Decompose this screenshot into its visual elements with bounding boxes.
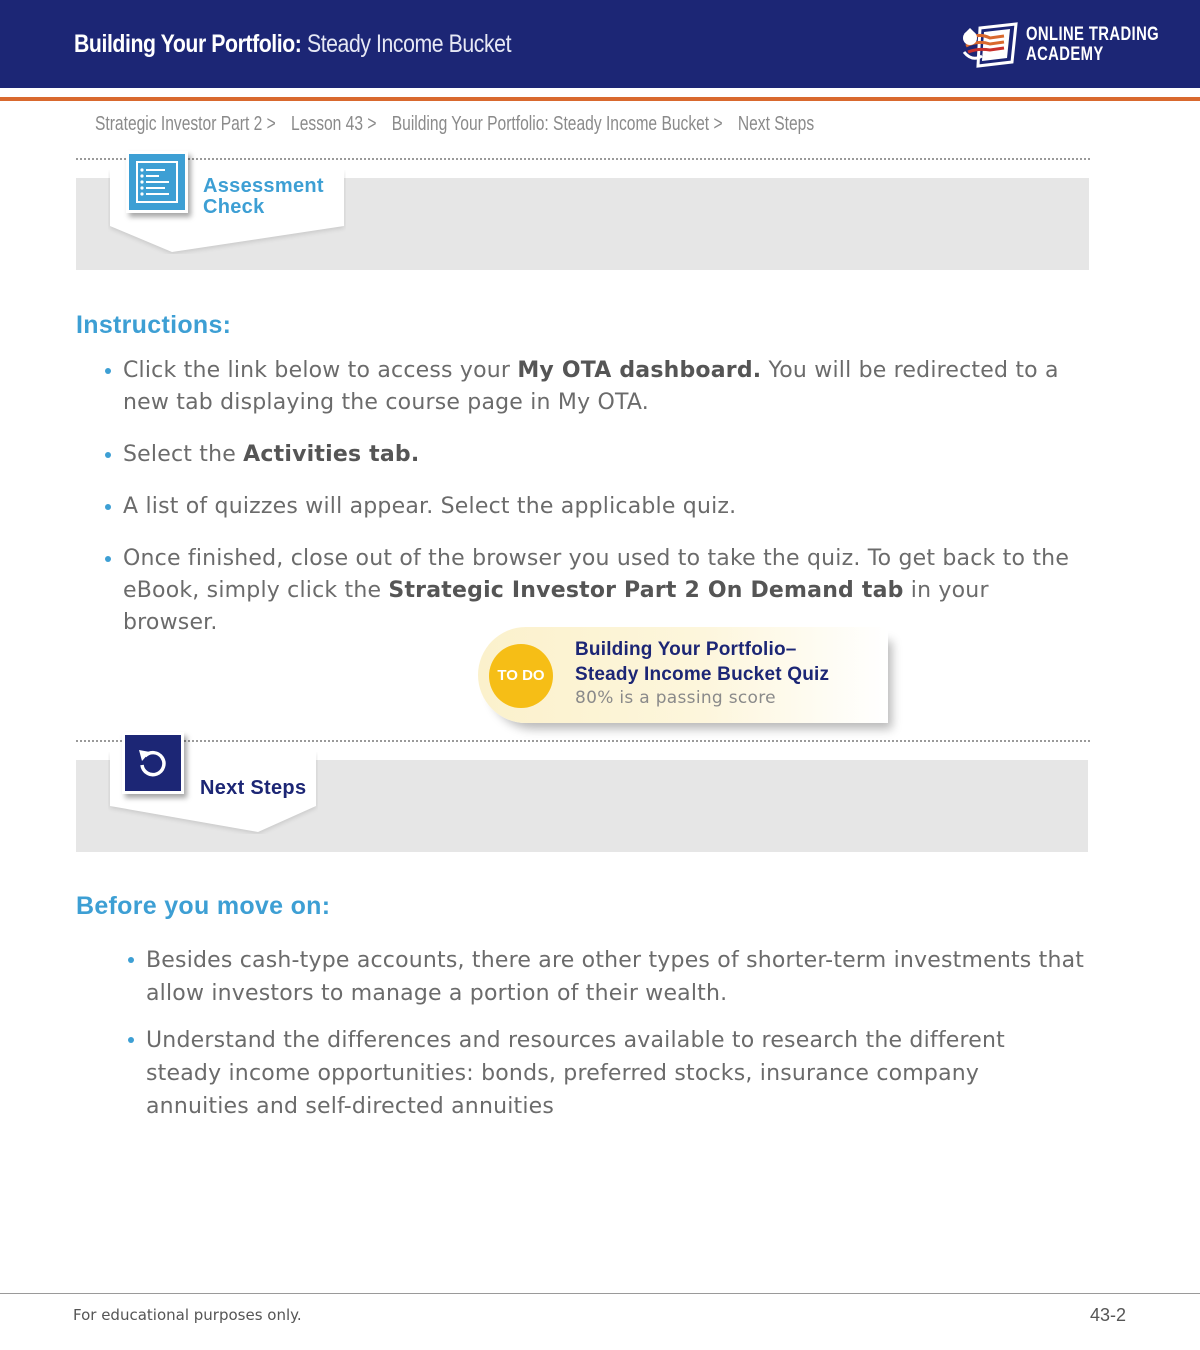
list-item: Besides cash-type accounts, there are other types of shorter-term investments that allow investors to manage a portion of their wealth. — [146, 944, 1086, 1010]
page-number: 43-2 — [1089, 1305, 1126, 1325]
todo-badge: TO DO — [489, 644, 553, 708]
list-item: Select the Activities tab. — [123, 439, 1083, 471]
page-title — [74, 30, 511, 59]
quiz-link-card[interactable] — [478, 627, 888, 723]
assessment-label: Assessment Check — [203, 175, 324, 218]
breadcrumb-item-lesson[interactable]: Lesson 43 > — [291, 113, 377, 135]
page-title-light: Steady Income Bucket — [306, 30, 512, 58]
ota-logo — [960, 22, 1160, 68]
breadcrumb-item-topic[interactable]: Building Your Portfolio: Steady Income Bucket > — [391, 113, 723, 135]
list-item: Click the link below to access your My OTA dashboard. You will be redirected to a new tab displaying the course page in My OTA. — [123, 355, 1083, 419]
section-divider — [76, 158, 1090, 160]
ota-logo-text: ONLINE TRADING ACADEMY — [1026, 24, 1160, 65]
footer-rule — [0, 1293, 1200, 1294]
instructions-heading: Instructions: — [76, 311, 232, 339]
checklist-icon — [126, 151, 188, 213]
refresh-icon — [122, 732, 184, 794]
footer-disclaimer: For educational purposes only. — [73, 1306, 302, 1324]
breadcrumb — [95, 113, 825, 136]
breadcrumb-item-course[interactable]: Strategic Investor Part 2 > — [95, 113, 276, 135]
ota-logo-icon — [960, 22, 1022, 68]
header-gap — [0, 88, 1200, 97]
page-title-bold: Building Your Portfolio: — [74, 30, 302, 58]
before-move-on-heading: Before you move on: — [76, 892, 331, 920]
next-steps-label: Next Steps — [200, 777, 307, 799]
page-header — [0, 0, 1200, 88]
quiz-passing-score: 80% is a passing score — [575, 688, 776, 708]
section-divider — [76, 740, 1090, 742]
list-item: Understand the differences and resources available to research the different steady income opportunities: bonds, preferred stocks, insurance company annuities and self-directed annuities — [146, 1024, 1086, 1123]
list-item: Once finished, close out of the browser you used to take the quiz. To get back to the eBook, simply click the Strategic Investor Part 2 On Demand tab in your browser. — [123, 543, 1083, 639]
breadcrumb-item-current: Next Steps — [737, 113, 815, 135]
list-item: A list of quizzes will appear. Select the applicable quiz. — [123, 491, 1083, 523]
my-ota-dashboard-link[interactable]: My OTA dashboard. — [517, 358, 762, 383]
instructions-list — [123, 355, 1083, 639]
header-orange-rule — [0, 97, 1200, 101]
before-move-on-list — [146, 944, 1086, 1123]
quiz-title: Building Your Portfolio– Steady Income Bucket Quiz — [575, 639, 830, 685]
